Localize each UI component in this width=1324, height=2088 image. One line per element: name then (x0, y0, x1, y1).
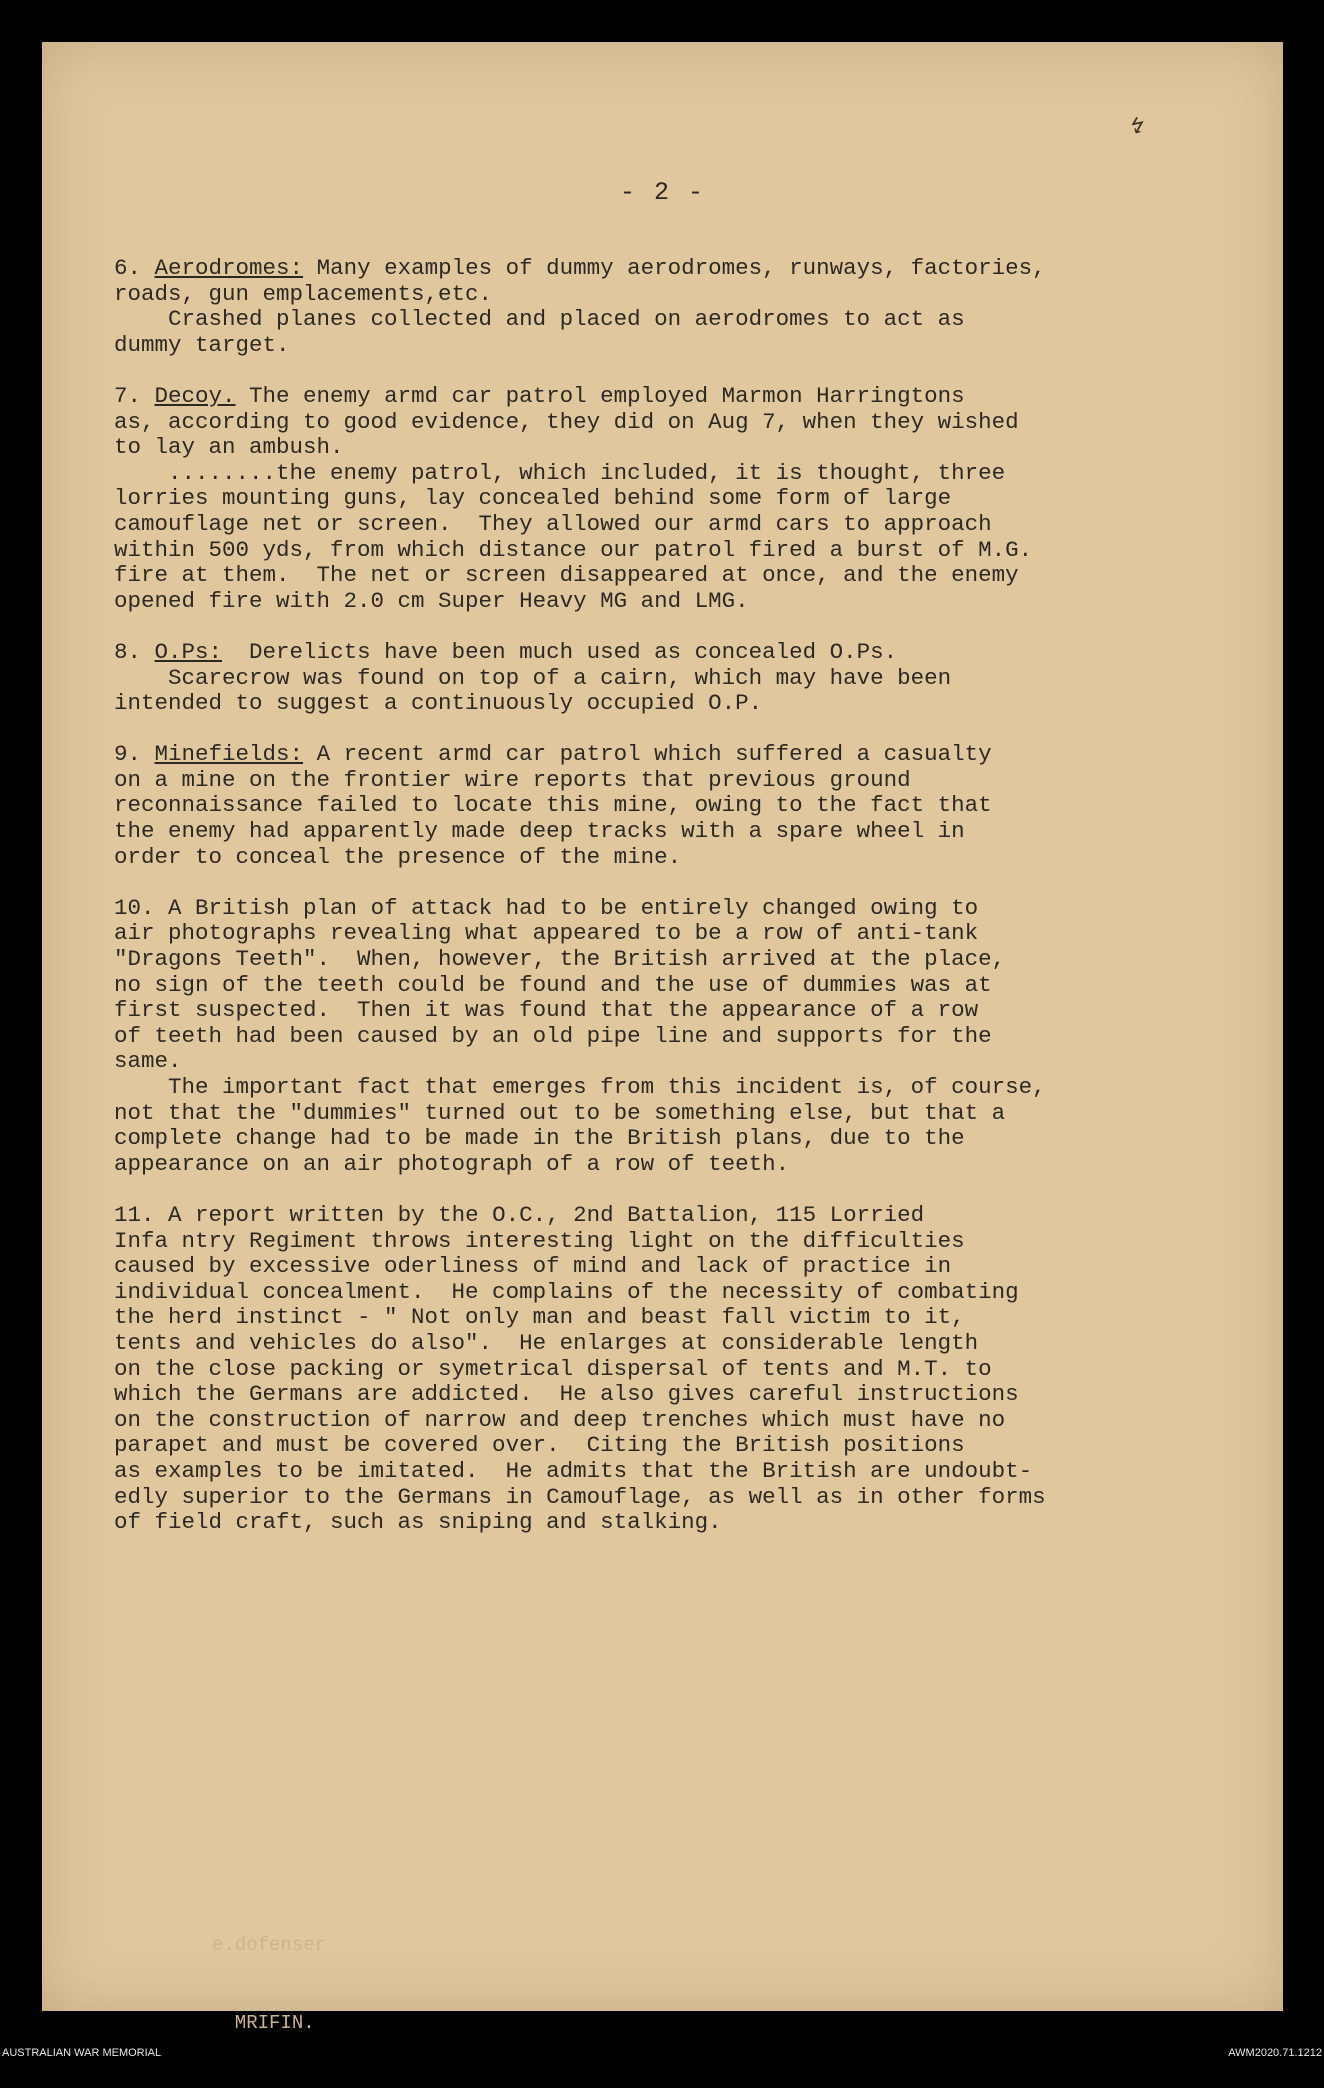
paragraph-gap (114, 1177, 1244, 1203)
text-line (114, 461, 1244, 487)
paragraph-number: 7. (114, 382, 142, 409)
paragraph-heading: Aerodromes: (154, 255, 304, 281)
paragraph-gap (114, 614, 1244, 640)
line-text: as examples to be imitated. He admits that the British are undoubt- (114, 1457, 1033, 1484)
line-text: the herd instinct - " Not only man and beast fall victim to it, (114, 1304, 965, 1331)
text-line (114, 435, 1244, 461)
line-text: The important fact that emerges from this incident is, of course, (114, 1074, 1046, 1100)
line-text: roads, gun emplacements,etc. (114, 280, 493, 307)
paragraph-heading: Minefields: (154, 741, 304, 768)
line-text: no sign of the teeth could be found and the use of dummies was at (114, 971, 992, 998)
faint-stamp-line: MRIFIN. (212, 2012, 315, 2034)
text-line (114, 538, 1244, 564)
line-text: Infa ntry Regiment throws interesting light on the difficulties (114, 1227, 965, 1254)
paragraph-gap (114, 717, 1244, 743)
line-text: first suspected. Then it was found that the appearance of a row (114, 997, 979, 1024)
line-text: on a mine on the frontier wire reports that previous ground (114, 766, 911, 793)
text-line (114, 1408, 1244, 1434)
paragraph-number: 6. (114, 255, 142, 281)
text-line (114, 1075, 1244, 1101)
text-line (114, 1152, 1244, 1178)
paragraph-heading: O.Ps: (154, 638, 223, 665)
line-text: A report written by the O.C., 2nd Battalion, 115 Lorried (168, 1201, 925, 1228)
line-text: fire at them. The net or screen disappeared at once, and the enemy (114, 562, 1019, 589)
paragraph-8 (114, 640, 1244, 717)
line-text: the enemy had apparently made deep tracks with a spare wheel in (114, 818, 965, 845)
text-line (114, 768, 1244, 794)
text-line (114, 793, 1244, 819)
text-line (114, 1203, 1244, 1229)
line-text: tents and vehicles do also". He enlarges at considerable length (114, 1329, 979, 1356)
line-text: on the construction of narrow and deep trenches which must have no (114, 1406, 1006, 1433)
paragraph-heading: Decoy. (154, 382, 236, 409)
text-line (114, 333, 1244, 359)
text-line (114, 742, 1244, 768)
line-text: dummy target. (114, 331, 290, 358)
text-line (114, 256, 1244, 282)
text-line (114, 1459, 1244, 1485)
line-text: same. (114, 1048, 182, 1075)
paragraph-7 (114, 384, 1244, 614)
line-text: order to conceal the presence of the mine. (114, 843, 682, 870)
line-text: edly superior to the Germans in Camouflage, as well as in other forms (114, 1483, 1046, 1510)
text-line (114, 512, 1244, 538)
text-line (114, 1101, 1244, 1127)
text-line (114, 973, 1244, 999)
line-text: appearance on an air photograph of a row of teeth. (114, 1150, 790, 1177)
footer-archive-name: AUSTRALIAN WAR MEMORIAL (2, 2047, 162, 2059)
text-line (114, 410, 1244, 436)
text-line (114, 1433, 1244, 1459)
line-text: A British plan of attack had to be entirely changed owing to (168, 894, 979, 921)
text-line (114, 819, 1244, 845)
line-text: of teeth had been caused by an old pipe line and supports for the (114, 1022, 992, 1049)
line-text: reconnaissance failed to locate this mine, owing to the fact that (114, 792, 992, 819)
line-text: A recent armd car patrol which suffered a casualty (303, 741, 992, 768)
line-text: complete change had to be made in the British plans, due to the (114, 1125, 965, 1152)
line-text: ........the enemy patrol, which included, it is thought, three (114, 459, 1006, 486)
line-text: not that the "dummies" turned out to be something else, but that a (114, 1099, 1006, 1126)
line-text: to lay an ambush. (114, 434, 344, 461)
line-text: camouflage net or screen. They allowed our armd cars to approach (114, 510, 992, 537)
line-text: intended to suggest a continuously occupied O.P. (114, 690, 763, 717)
text-line (114, 1357, 1244, 1383)
text-line (114, 896, 1244, 922)
text-line (114, 666, 1244, 692)
paragraph-11 (114, 1203, 1244, 1536)
faint-stamp-line: e.dofenser (212, 1934, 327, 1956)
corner-pencil-mark: ↯ (1125, 113, 1147, 142)
paragraph-number: 10. (114, 894, 155, 921)
page-number: - 2 - (619, 178, 705, 207)
document-page (42, 42, 1283, 2034)
paragraph-9 (114, 742, 1244, 870)
text-line (114, 1049, 1244, 1075)
line-text: Crashed planes collected and placed on aerodromes to act as (114, 306, 965, 333)
text-line (114, 1229, 1244, 1255)
paragraph-number: 11. (114, 1201, 155, 1228)
line-text: "Dragons Teeth". When, however, the British arrived at the place, (114, 946, 1006, 973)
text-line (114, 1510, 1244, 1536)
text-line (114, 947, 1244, 973)
line-text: air photographs revealing what appeared to be a row of anti-tank (114, 920, 979, 947)
text-line (114, 1485, 1244, 1511)
line-text: which the Germans are addicted. He also gives careful instructions (114, 1381, 1019, 1408)
text-line (114, 384, 1244, 410)
paragraph-gap (114, 358, 1244, 384)
paragraph-gap (114, 870, 1244, 896)
paragraph-number: 9. (114, 741, 142, 768)
line-text: caused by excessive oderliness of mind and lack of practice in (114, 1253, 952, 1280)
text-line (114, 1280, 1244, 1306)
line-text: as, according to good evidence, they did on Aug 7, when they wished (114, 408, 1019, 435)
text-line (114, 1382, 1244, 1408)
text-line (114, 1024, 1244, 1050)
text-line (114, 640, 1244, 666)
paragraph-6 (114, 256, 1244, 358)
text-line (114, 921, 1244, 947)
document-body (114, 256, 1244, 1536)
line-text: individual concealment. He complains of the necessity of combating (114, 1278, 1019, 1305)
line-text: Many examples of dummy aerodromes, runways, factories, (303, 255, 1046, 281)
line-text: within 500 yds, from which distance our patrol fired a burst of M.G. (114, 536, 1033, 563)
text-line (114, 691, 1244, 717)
text-line (114, 563, 1244, 589)
line-text: on the close packing or symetrical dispersal of tents and M.T. to (114, 1355, 992, 1382)
line-text: opened fire with 2.0 cm Super Heavy MG and LMG. (114, 587, 749, 614)
line-text: Derelicts have been much used as concealed O.Ps. (222, 638, 898, 665)
paragraph-10 (114, 896, 1244, 1178)
text-line (114, 998, 1244, 1024)
text-line (114, 1126, 1244, 1152)
text-line (114, 1331, 1244, 1357)
text-line (114, 1254, 1244, 1280)
line-text: The enemy armd car patrol employed Marmon Harringtons (235, 382, 965, 409)
text-line (114, 486, 1244, 512)
paragraph-number: 8. (114, 638, 142, 665)
footer-accession-number: AWM2020.71.1212 (1228, 2047, 1322, 2059)
line-text: of field craft, such as sniping and stalking. (114, 1509, 722, 1536)
text-line (114, 589, 1244, 615)
faint-stamp (212, 1880, 326, 2088)
line-text: lorries mounting guns, lay concealed behind some form of large (114, 485, 952, 512)
text-line (114, 282, 1244, 308)
text-line (114, 845, 1244, 871)
line-text: parapet and must be covered over. Citing the British positions (114, 1432, 965, 1459)
line-text: Scarecrow was found on top of a cairn, which may have been (114, 664, 952, 691)
text-line (114, 307, 1244, 333)
text-line (114, 1305, 1244, 1331)
